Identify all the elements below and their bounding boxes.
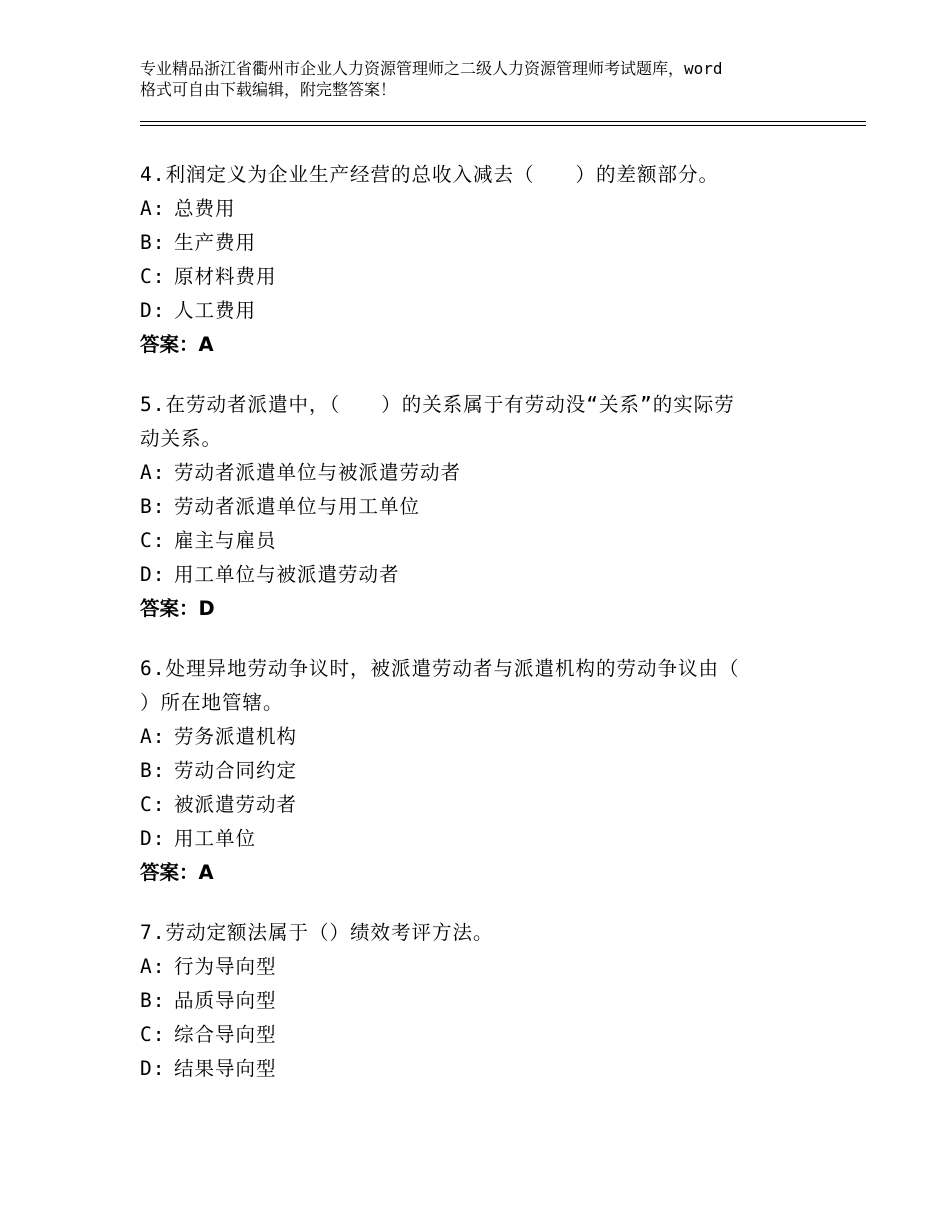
option-label: D: xyxy=(140,299,166,322)
option-label: A: xyxy=(140,461,166,484)
question-text xyxy=(140,388,820,456)
option-c xyxy=(140,260,820,294)
option-text: 行为导向型 xyxy=(174,955,277,978)
option-label: C: xyxy=(140,265,166,288)
question-4 xyxy=(140,158,820,362)
option-text: 结果导向型 xyxy=(174,1057,277,1080)
option-label: B: xyxy=(140,989,166,1012)
question-line: 5.在劳动者派遣中，（ ）的关系属于有劳动没“关系”的实际劳 xyxy=(140,393,735,416)
question-text xyxy=(140,158,820,192)
option-c xyxy=(140,524,820,558)
option-d xyxy=(140,558,820,592)
question-line: 动关系。 xyxy=(140,427,223,450)
question-line: ）所在地管辖。 xyxy=(140,691,284,714)
option-a xyxy=(140,720,820,754)
option-label: C: xyxy=(140,793,166,816)
question-text xyxy=(140,916,820,950)
option-a xyxy=(140,192,820,226)
option-b xyxy=(140,984,820,1018)
option-text: 劳动合同约定 xyxy=(174,759,298,782)
option-text: 综合导向型 xyxy=(174,1023,277,1046)
option-a xyxy=(140,950,820,984)
option-d xyxy=(140,294,820,328)
option-label: C: xyxy=(140,529,166,552)
header-rule-bottom xyxy=(140,125,866,126)
question-list xyxy=(140,158,820,1112)
document-header xyxy=(140,58,840,100)
option-c xyxy=(140,788,820,822)
option-label: C: xyxy=(140,1023,166,1046)
option-text: 生产费用 xyxy=(174,231,257,254)
header-line-1: 专业精品浙江省衢州市企业人力资源管理师之二级人力资源管理师考试题库，word xyxy=(140,59,723,78)
option-text: 品质导向型 xyxy=(174,989,277,1012)
answer-line: 答案：A xyxy=(140,861,214,884)
option-label: B: xyxy=(140,495,166,518)
option-label: A: xyxy=(140,955,166,978)
question-line: 7.劳动定额法属于（）绩效考评方法。 xyxy=(140,921,494,944)
option-a xyxy=(140,456,820,490)
question-6 xyxy=(140,652,820,890)
option-text: 被派遣劳动者 xyxy=(174,793,298,816)
answer-line: 答案：A xyxy=(140,333,214,356)
answer-line: 答案：D xyxy=(140,597,215,620)
option-text: 总费用 xyxy=(174,197,236,220)
option-text: 用工单位与被派遣劳动者 xyxy=(174,563,400,586)
option-text: 人工费用 xyxy=(174,299,257,322)
question-line: 6.处理异地劳动争议时，被派遣劳动者与派遣机构的劳动争议由（ xyxy=(140,657,740,680)
header-rule-top xyxy=(140,121,866,122)
option-text: 劳动者派遣单位与用工单位 xyxy=(174,495,421,518)
option-label: D: xyxy=(140,1057,166,1080)
option-b xyxy=(140,754,820,788)
question-7 xyxy=(140,916,820,1086)
option-label: D: xyxy=(140,563,166,586)
option-label: D: xyxy=(140,827,166,850)
option-d xyxy=(140,1052,820,1086)
option-b xyxy=(140,490,820,524)
header-line-2: 格式可自由下载编辑，附完整答案！ xyxy=(140,80,397,99)
question-text xyxy=(140,652,820,720)
option-text: 雇主与雇员 xyxy=(174,529,277,552)
option-label: A: xyxy=(140,725,166,748)
option-d xyxy=(140,822,820,856)
option-text: 劳动者派遣单位与被派遣劳动者 xyxy=(174,461,462,484)
option-text: 原材料费用 xyxy=(174,265,277,288)
question-line: 4.利润定义为企业生产经营的总收入减去（ ）的差额部分。 xyxy=(140,163,719,186)
option-text: 用工单位 xyxy=(174,827,257,850)
option-label: A: xyxy=(140,197,166,220)
option-c xyxy=(140,1018,820,1052)
option-label: B: xyxy=(140,759,166,782)
option-b xyxy=(140,226,820,260)
option-label: B: xyxy=(140,231,166,254)
option-text: 劳务派遣机构 xyxy=(174,725,298,748)
question-5 xyxy=(140,388,820,626)
